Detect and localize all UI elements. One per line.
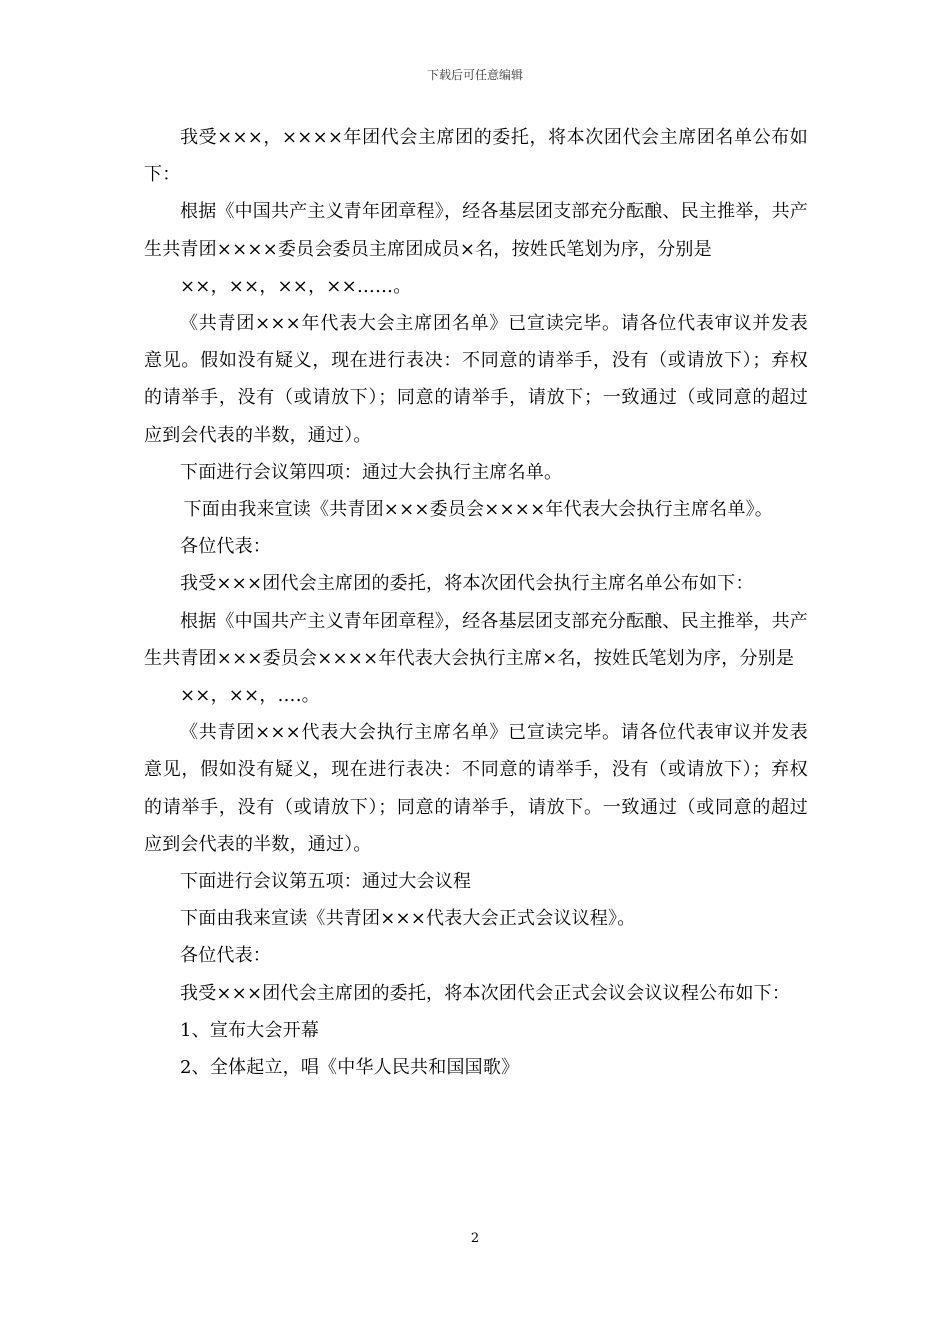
paragraph: 《共青团×××年代表大会主席团名单》已宣读完毕。请各位代表审议并发表意见。假如没有疑义，现在进行表决：不同意的请举手，没有（或请放下）；弃权的请举手，没有（或请放下）；同意的请举手，请放下；一致通过（或同意的超过应到会代表的半数，通过）。 (144, 313, 808, 446)
paragraph: 各位代表： (180, 945, 271, 967)
page-number: 2 (470, 1231, 480, 1246)
paragraph: ××，××，….。 (180, 685, 320, 707)
paragraph: 1、宣布大会开幕 (180, 1019, 320, 1041)
paragraph: 我受×××团代会主席团的委托，将本次团代会执行主席名单公布如下： (180, 573, 754, 595)
page-header: 下载后可任意编辑 (426, 68, 523, 82)
paragraph: 各位代表： (180, 536, 271, 558)
paragraph: 根据《中国共产主义青年团章程》，经各基层团支部充分酝酿、民主推举，共产生共青团××××委员会委员主席团成员×名，按姓氏笔划为序，分别是 (144, 201, 808, 260)
paragraph: 下面进行会议第五项：通过大会议程 (180, 871, 472, 893)
document-body (144, 119, 808, 1086)
paragraph: 我受×××团代会主席团的委托，将本次团代会正式会议会议议程公布如下： (180, 982, 791, 1004)
paragraph: ××，××，××，××……。 (180, 275, 412, 297)
paragraph: 下面进行会议第四项：通过大会执行主席名单。 (180, 461, 563, 483)
paragraph: 根据《中国共产主义青年团章程》，经各基层团支部充分酝酿、民主推举，共产生共青团×××委员会××××年代表大会执行主席×名，按姓氏笔划为序，分别是 (144, 610, 808, 669)
paragraph: 《共青团×××代表大会执行主席名单》已宣读完毕。请各位代表审议并发表意见，假如没有疑义，现在进行表决：不同意的请举手，没有（或请放下）；弃权的请举手，没有（或请放下）；同意的请举手，请放下。一致通过（或同意的超过应到会代表的半数，通过）。 (144, 722, 808, 855)
paragraph: 下面由我来宣读《共青团×××委员会××××年代表大会执行主席名单》。 (183, 499, 773, 521)
paragraph: 我受×××，××××年团代会主席团的委托，将本次团代会主席团名单公布如下： (144, 127, 808, 186)
paragraph: 2、全体起立，唱《中华人民共和国国歌》 (180, 1057, 520, 1079)
paragraph: 下面由我来宣读《共青团×××代表大会正式会议议程》。 (180, 908, 636, 930)
